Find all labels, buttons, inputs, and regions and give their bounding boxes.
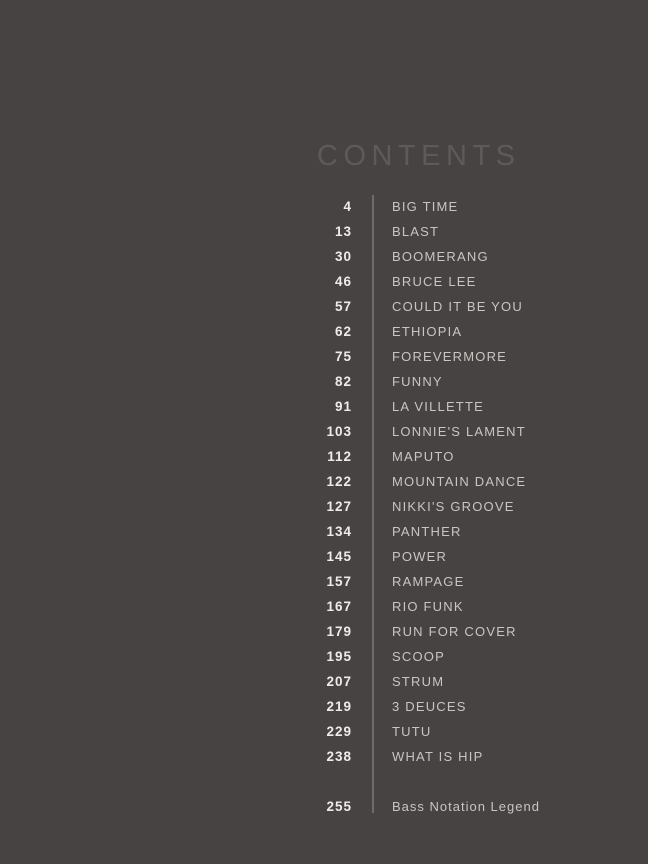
toc-song-title: MAPUTO [392, 449, 455, 464]
toc-legend-title: Bass Notation Legend [392, 799, 540, 814]
toc-row [0, 644, 648, 669]
toc-row [0, 369, 648, 394]
toc-row [0, 319, 648, 344]
toc-page-number: 82 [334, 374, 352, 389]
toc-row [0, 494, 648, 519]
toc-row [0, 269, 648, 294]
toc-song-title: BOOMERANG [392, 249, 489, 264]
toc-song-title: LONNIE'S LAMENT [392, 424, 526, 439]
toc-row-legend [0, 794, 648, 819]
toc-page-number: 13 [334, 224, 352, 239]
toc-row [0, 469, 648, 494]
toc-row [0, 594, 648, 619]
toc-row [0, 569, 648, 594]
toc-song-title: RUN FOR COVER [392, 624, 517, 639]
toc-page-number: 179 [326, 624, 352, 639]
toc-song-title: BIG TIME [392, 199, 459, 214]
toc-song-title: RIO FUNK [392, 599, 464, 614]
toc-song-title: SCOOP [392, 649, 445, 664]
toc-page-number: 207 [326, 674, 352, 689]
toc-song-title: RAMPAGE [392, 574, 465, 589]
toc-page-number: 4 [343, 199, 352, 214]
toc-page-number: 46 [334, 274, 352, 289]
toc-song-title: BRUCE LEE [392, 274, 477, 289]
toc-song-title: BLAST [392, 224, 440, 239]
toc-row [0, 744, 648, 769]
toc-page-number: 57 [334, 299, 352, 314]
toc-song-title: POWER [392, 549, 448, 564]
toc-page-number: 75 [334, 349, 352, 364]
toc-song-title: 3 DEUCES [392, 699, 467, 714]
toc-song-title: MOUNTAIN DANCE [392, 474, 527, 489]
toc-page-number: 157 [326, 574, 352, 589]
toc-row [0, 344, 648, 369]
toc-row [0, 719, 648, 744]
toc-page-number: 62 [334, 324, 352, 339]
toc-song-title: FUNNY [392, 374, 443, 389]
toc-song-title: ETHIOPIA [392, 324, 463, 339]
toc-page-number: 167 [326, 599, 352, 614]
toc-page-number: 103 [326, 424, 352, 439]
toc-page-number: 219 [326, 699, 352, 714]
page-title: CONTENTS [317, 140, 521, 172]
toc-page-number: 195 [326, 649, 352, 664]
toc-song-title: NIKKI'S GROOVE [392, 499, 515, 514]
toc-row [0, 544, 648, 569]
toc-row [0, 619, 648, 644]
toc-row [0, 244, 648, 269]
toc-row [0, 694, 648, 719]
toc-row [0, 194, 648, 219]
toc-row [0, 419, 648, 444]
toc-page-number: 238 [326, 749, 352, 764]
toc-page-number: 91 [334, 399, 352, 414]
toc-page-number: 127 [326, 499, 352, 514]
toc-row [0, 394, 648, 419]
toc-song-title: STRUM [392, 674, 445, 689]
toc-list [0, 194, 648, 769]
toc-page-number: 112 [327, 449, 352, 464]
toc-page-number: 255 [326, 799, 352, 814]
toc-song-title: PANTHER [392, 524, 462, 539]
toc-row [0, 669, 648, 694]
toc-song-title: TUTU [392, 724, 432, 739]
toc-page-number: 30 [334, 249, 352, 264]
toc-song-title: LA VILLETTE [392, 399, 484, 414]
toc-page-number: 145 [326, 549, 352, 564]
toc-page-number: 229 [326, 724, 352, 739]
toc-row [0, 519, 648, 544]
toc-song-title: FOREVERMORE [392, 349, 508, 364]
toc-row [0, 219, 648, 244]
toc-page-number: 134 [326, 524, 352, 539]
toc-song-title: COULD IT BE YOU [392, 299, 523, 314]
toc-row [0, 444, 648, 469]
toc-row [0, 294, 648, 319]
toc-page-number: 122 [326, 474, 352, 489]
toc-song-title: WHAT IS HIP [392, 749, 484, 764]
